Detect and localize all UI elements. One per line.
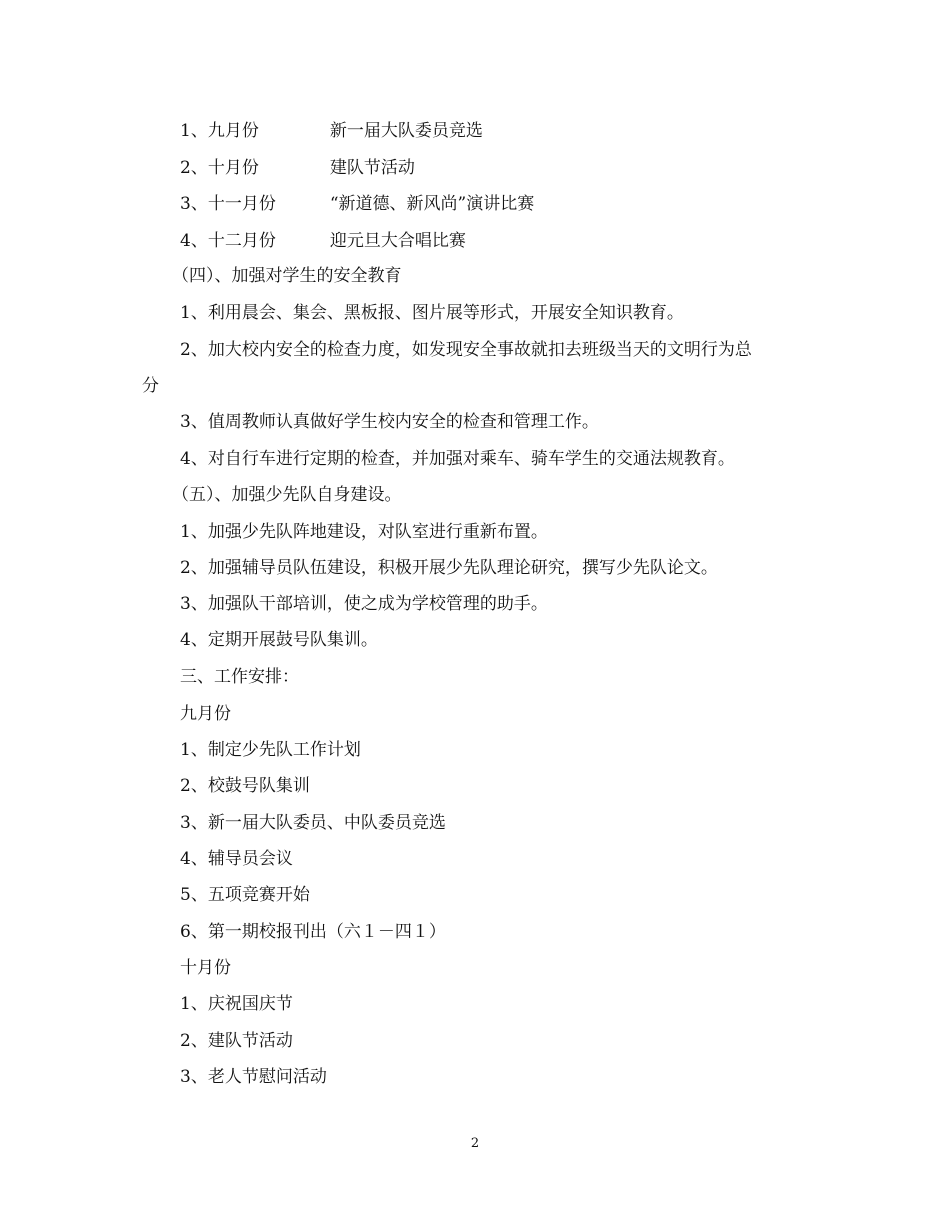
list-item: 1、利用晨会、集会、黑板报、图片展等形式，开展安全知识教育。 — [180, 303, 684, 323]
list-item: 1、庆祝国庆节 — [180, 994, 293, 1014]
list-item: 6、第一期校报刊出（六１－四１） — [180, 922, 446, 942]
list-item: 4、对自行车进行定期的检查，并加强对乘车、骑车学生的交通法规教育。 — [180, 449, 735, 469]
activity-month: 十二月份 — [207, 231, 276, 251]
activity-event: 新一届大队委员竞选 — [329, 121, 483, 141]
list-item: 3、新一届大队委员、中队委员竞选 — [180, 813, 446, 833]
activity-month: 十一月份 — [207, 194, 276, 214]
list-item: 2、加大校内安全的检查力度，如发现安全事故就扣去班级当天的文明行为总 — [180, 340, 752, 360]
activity-row — [180, 157, 415, 179]
activity-number: 2、 — [180, 158, 208, 178]
list-item: 2、建队节活动 — [180, 1031, 293, 1051]
activity-event: “新道德、新风尚”演讲比赛 — [329, 194, 535, 214]
activity-number: 3、 — [180, 194, 208, 214]
activity-row — [180, 120, 483, 142]
section-heading: （五）、加强少先队自身建设。 — [172, 485, 402, 505]
list-item-continuation: 分 — [142, 376, 159, 396]
month-title: 九月份 — [180, 704, 231, 724]
list-item: 4、辅导员会议 — [180, 849, 293, 869]
list-item: 2、校鼓号队集训 — [180, 776, 310, 796]
list-item: 3、加强队干部培训，使之成为学校管理的助手。 — [180, 594, 548, 614]
section-heading: 三、工作安排： — [180, 667, 299, 687]
list-item: 2、加强辅导员队伍建设，积极开展少先队理论研究，撰写少先队论文。 — [180, 558, 718, 578]
activity-month: 九月份 — [207, 121, 259, 141]
list-item: 5、五项竞赛开始 — [180, 885, 310, 905]
list-item: 3、值周教师认真做好学生校内安全的检查和管理工作。 — [180, 412, 599, 432]
month-title: 十月份 — [180, 958, 231, 978]
activity-event: 建队节活动 — [329, 158, 415, 178]
activity-event: 迎元旦大合唱比赛 — [329, 231, 466, 251]
activity-number: 4、 — [180, 231, 208, 251]
activity-month: 十月份 — [207, 158, 259, 178]
list-item: 3、老人节慰问活动 — [180, 1067, 327, 1087]
section-heading: （四）、加强对学生的安全教育 — [172, 266, 402, 286]
activity-row — [180, 193, 534, 215]
activity-row — [180, 230, 466, 252]
list-item: 1、制定少先队工作计划 — [180, 740, 361, 760]
list-item: 1、加强少先队阵地建设，对队室进行重新布置。 — [180, 522, 548, 542]
page-number: 2 — [470, 1136, 480, 1151]
list-item: 4、定期开展鼓号队集训。 — [180, 630, 378, 650]
activity-number: 1、 — [180, 121, 208, 141]
